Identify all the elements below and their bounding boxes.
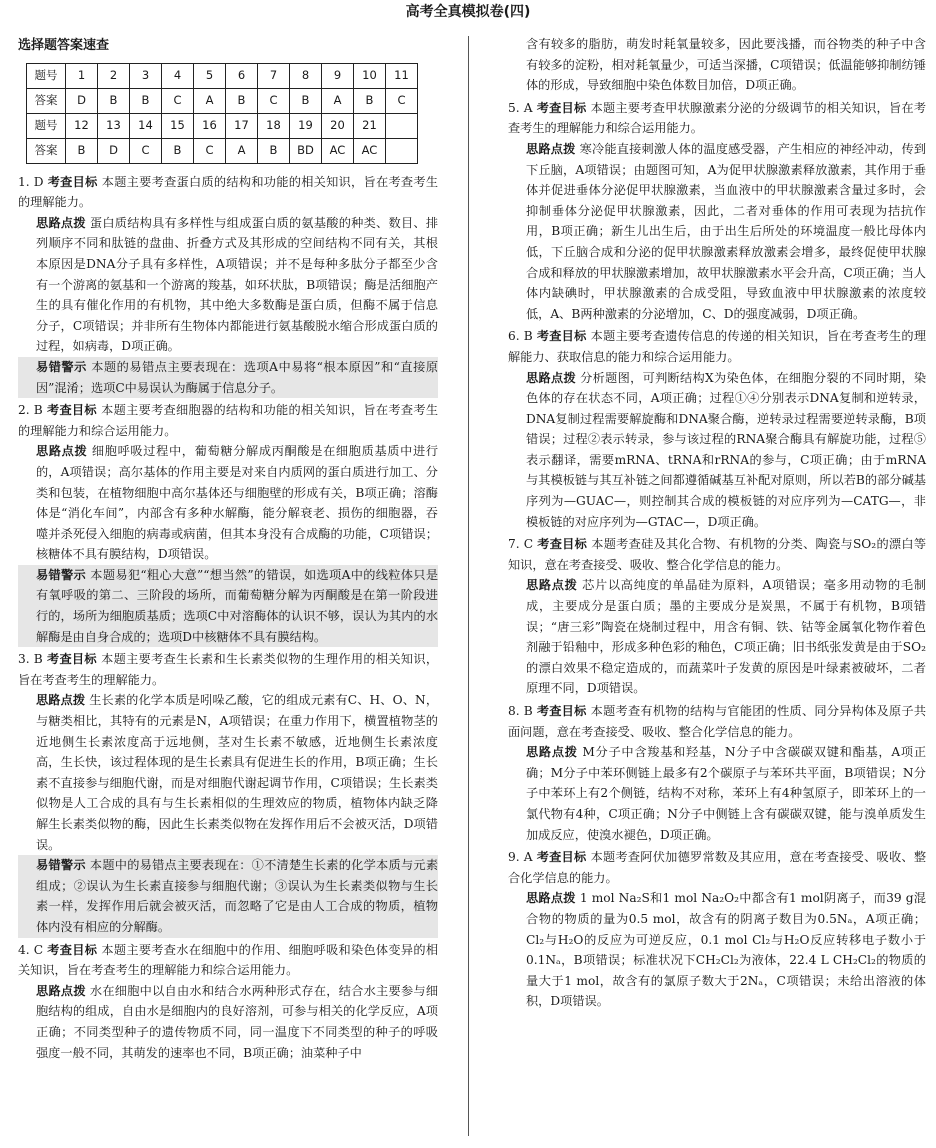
section-label: 思路点拨: [526, 141, 576, 156]
paragraph-text: 本题主要考查水在细胞中的作用、细胞呼吸和染色体变异的相关知识，旨在考查考生的理解能力和综合运用能力。: [18, 942, 439, 978]
answer-table-cell: B: [66, 138, 98, 163]
question-heading: [18, 400, 438, 441]
section-label: 考查目标: [536, 704, 587, 718]
answer-table-cell: D: [98, 138, 130, 163]
question-heading: [508, 534, 926, 575]
section-label: 思路点拨: [36, 983, 86, 998]
answer-table-number-row: [27, 113, 418, 138]
answer-table-cell: B: [130, 88, 162, 113]
answer-table-cell: AC: [322, 138, 354, 163]
paragraph-text: 芯片以高纯度的单晶硅为原料，A项错误；毫多用动物的毛制成，主要成分是蛋白质；墨的主要成分是炭黑，不属于有机物，B项错误；“唐三彩”陶瓷在烧制过程中，用含有铜、铁、钴等金属氧化物作着色剂融于铅釉中，形成多种色彩的釉色，C项正确；旧书纸张发黄是由于SO₂的漂白效果不稳定造成的，而蔬菜叶子发黄的原因是叶绿素被破坏，二者原理不同，D项错误。: [526, 578, 927, 696]
paragraph-text: 本题考查硅及其化合物、有机物的分类、陶瓷与SO₂的漂白等知识，意在考查接受、吸收、整合化学信息的能力。: [508, 537, 927, 572]
left-column-body: [18, 172, 438, 1064]
answer-table-cell: 9: [322, 63, 354, 88]
answer-table-cell: 2: [98, 63, 130, 88]
paragraph-text: 本题考查有机物的结构与官能团的性质、同分异构体及原子共面问题，意在考查接受、吸收、整合化学信息的能力。: [508, 704, 927, 739]
paragraph-text: 细胞呼吸过程中，葡萄糖分解成丙酮酸是在细胞质基质中进行的，A项错误；高尔基体的作用主要是对来自内质网的蛋白质进行加工、分类和包装，在植物细胞中高尔基体还与细胞壁的形成有关，B项正确；溶酶体是“消化车间”，内部含有多种水解酶，能分解衰老、损伤的细胞器，吞噬并杀死侵入细胞的病毒或病菌，但其本身没有合成酶的功能，C项错误；核糖体不具有膜结构，D项错误。: [36, 444, 439, 562]
answer-table-cell: AC: [354, 138, 386, 163]
answer-table-cell: 1: [66, 63, 98, 88]
answer-table-cell: BD: [290, 138, 322, 163]
column-divider: [468, 36, 469, 1136]
answer-table-cell: [386, 113, 418, 138]
paragraph-text: 本题主要考查细胞器的结构和功能的相关知识，旨在考查考生的理解能力和综合运用能力。: [18, 403, 439, 438]
explanation-paragraph: [508, 742, 926, 845]
question-number: 1. D: [18, 174, 44, 189]
explanation-paragraph: [18, 441, 438, 565]
answer-table-cell: 5: [194, 63, 226, 88]
paragraph-text: 本题主要考查遗传信息的传递的相关知识，旨在考查考生的理解能力、获取信息的能力和综合运用能力。: [508, 329, 927, 364]
answer-table-title: 选择题答案速查: [18, 38, 110, 53]
right-column-body: [508, 34, 926, 1012]
answer-table-cell: 10: [354, 63, 386, 88]
page-title: 高考全真模拟卷(四): [405, 4, 531, 20]
answer-table-cell: C: [162, 88, 194, 113]
question-heading: [508, 847, 926, 888]
question-number: 5. A: [508, 100, 533, 115]
answer-table-cell: 17: [226, 113, 258, 138]
question-heading: [508, 98, 926, 139]
answer-table-header-cell: 答案: [27, 138, 66, 163]
answer-table: [26, 63, 418, 164]
answer-table-cell: B: [290, 88, 322, 113]
section-label: 考查目标: [47, 942, 98, 957]
answer-table-cell: 16: [194, 113, 226, 138]
question-number: 3. B: [18, 652, 43, 667]
answer-table-cell: 6: [226, 63, 258, 88]
answer-table-cell: 3: [130, 63, 162, 88]
explanation-paragraph: [508, 575, 926, 699]
section-label: 易错警示: [36, 359, 87, 374]
paragraph-text: 蛋白质结构具有多样性与组成蛋白质的氨基酸的种类、数目、排列顺序不同和肽链的盘曲、折叠方式及其形成的空间结构不同有关，其根本原因是DNA分子具有多样性，A项错误；并不是每种多肽分子都至少含有一个游离的氨基和一个游离的羧基，如环状肽，B项错误；酶是活细胞产生的具有催化作用的有机物，其中绝大多数酶是蛋白质，但酶不属于信息分子，C项错误；并非所有生物体内都能进行氨基酸脱水缩合形成蛋白质的过程，如病毒，D项正确。: [36, 215, 439, 354]
error-warning-box: [18, 565, 438, 647]
section-label: 思路点拨: [36, 215, 86, 230]
question-heading: [508, 326, 926, 367]
question-heading: [18, 940, 438, 981]
question-heading: [18, 172, 438, 213]
error-warning-box: [18, 855, 438, 937]
section-label: 思路点拨: [36, 693, 86, 708]
right-column: [508, 34, 926, 1012]
answer-table-cell: A: [226, 138, 258, 163]
answer-table-cell: 7: [258, 63, 290, 88]
answer-table-cell: 8: [290, 63, 322, 88]
answer-table-cell: B: [354, 88, 386, 113]
explanation-paragraph: [508, 888, 926, 1012]
question-number: 2. B: [18, 403, 43, 418]
section-label: 思路点拨: [526, 745, 578, 760]
answer-table-header-cell: 题号: [27, 63, 66, 88]
question-number: 7. C: [508, 537, 534, 552]
question-heading: [508, 701, 926, 742]
answer-table-header-cell: 题号: [27, 113, 66, 138]
answer-table-cell: B: [258, 138, 290, 163]
answer-table-answer-row: [27, 88, 418, 113]
question-number: 9. A: [508, 850, 533, 865]
paragraph-text: 本题主要考查蛋白质的结构和功能的相关知识，旨在考查考生的理解能力。: [18, 174, 439, 210]
section-label: 考查目标: [46, 403, 97, 418]
answer-table-cell: A: [322, 88, 354, 113]
explanation-paragraph: [18, 213, 438, 357]
answer-table-cell: D: [66, 88, 98, 113]
answer-table-cell: 15: [162, 113, 194, 138]
paragraph-text: 本题易犯“粗心大意”“想当然”的错误，如选项A中的线粒体只是有氧呼吸的第二、三阶段的场所，而葡萄糖分解为丙酮酸是在第一阶段进行的，场所为细胞质基质；选项C中对溶酶体的认识不够，误认为其内的水解酶是由自身合成的；选项D中核糖体不具有膜结构。: [36, 567, 439, 644]
section-label: 思路点拨: [36, 444, 88, 459]
answer-table-cell: 18: [258, 113, 290, 138]
answer-table-cell: B: [162, 138, 194, 163]
explanation-paragraph: [18, 981, 438, 1063]
answer-table-cell: 21: [354, 113, 386, 138]
paragraph-text: 水在细胞中以自由水和结合水两种形式存在，结合水主要参与细胞结构的组成，自由水是细胞内的良好溶剂，可参与相关的化学反应，A项正确；不同类型种子的遗传物质不同，同一温度下不同类型的种子的呼吸强度一般不同，其萌发的速率也不同，B项正确；油菜种子中: [36, 983, 439, 1060]
explanation-paragraph: [18, 690, 438, 855]
answer-table-cell: B: [98, 88, 130, 113]
section-label: 思路点拨: [526, 891, 576, 906]
paragraph-text: 本题主要考查生长素和生长素类似物的生理作用的相关知识，旨在考查考生的理解能力。: [18, 652, 439, 687]
explanation-paragraph: [508, 139, 926, 324]
answer-table-cell: 12: [66, 113, 98, 138]
paragraph-text: 1 mol Na₂S和1 mol Na₂O₂中都含有1 mol阴离子，而39 g混合物的物质的量为0.5 mol，故含有的阴离子数目为0.5Nₐ，A项正确；Cl₂与H₂O的反应为可逆反应，0.1 mol Cl₂与H₂O反应转移电子数小于0.1Nₐ，B项错误；标准状况下CH₂Cl₂为液体，22.4 L CH₂Cl₂的物质的量大于1 mol，故含有的氯原子数大于2Nₐ，C项错误；未给出溶液的体积，D项错误。: [526, 891, 926, 1009]
answer-table-cell: [386, 138, 418, 163]
answer-table-cell: C: [258, 88, 290, 113]
paragraph-text: 含有较多的脂肪，萌发时耗氧量较多，因此要浅播，而谷物类的种子中含有较多的淀粉，相对耗氧量少，可适当深播，C项错误；低温能够抑制纺锤体的形成，导致细胞中染色体数目加倍，D项正确。: [526, 37, 926, 93]
answer-table-cell: 13: [98, 113, 130, 138]
section-label: 思路点拨: [526, 370, 576, 385]
answer-table-cell: A: [194, 88, 226, 113]
answer-table-cell: C: [130, 138, 162, 163]
section-label: 考查目标: [536, 329, 587, 344]
section-label: 考查目标: [537, 537, 588, 552]
question-number: 8. B: [508, 704, 533, 718]
answer-table-number-row: [27, 63, 418, 88]
section-label: 考查目标: [47, 174, 98, 189]
paragraph-text: 分析题图，可判断结构X为染色体，在细胞分裂的不同时期，染色体的存在状态不同，A项正确；过程①④分别表示DNA复制和逆转录，DNA复制过程需要解旋酶和DNA聚合酶，逆转录过程需要逆转录酶，B项错误；过程②表示转录，参与该过程的RNA聚合酶具有解旋功能，过程⑤表示翻译，需要mRNA、tRNA和rRNA的参与，C项正确；由于mRNA与其模板链与其互补链之间都遵循碱基互补配对原则，所以若B的部分碱基序列为—GUAC—，则控制其合成的模板链的对应序列为—CATG—，非模板链的对应序列为—GTAC—，D项正确。: [526, 370, 927, 529]
answer-table-cell: C: [386, 88, 418, 113]
paragraph-text: 本题中的易错点主要表现在：①不清楚生长素的化学本质与元素组成；②误认为生长素直接参与细胞代谢；③误认为生长素类似物与生长素一样，发挥作用后就会被灭活，而忽略了它是由人工合成的物质，植物体内没有相应的分解酶。: [36, 858, 439, 934]
paragraph-text: 本题主要考查甲状腺激素分泌的分级调节的相关知识，旨在考查考生的理解能力和综合运用能力。: [508, 100, 927, 136]
answer-table-cell: B: [226, 88, 258, 113]
question-number: 6. B: [508, 329, 533, 344]
left-column: [18, 36, 438, 1063]
answer-table-cell: C: [194, 138, 226, 163]
paragraph-text: 生长素的化学本质是吲哚乙酸，它的组成元素有C、H、O、N，与糖类相比，其特有的元素是N，A项错误；在重力作用下，横置植物茎的近地侧生长素浓度高于远地侧，茎对生长素不敏感，近地侧生长素浓度高，生长快，该过程体现的是生长素具有促进生长的作用，B项正确；生长素不直接参与细胞代谢，而是对细胞代谢起调节作用，C项错误；生长素类似物是人工合成的具有与生长素相似的生理效应的物质，植物体内缺乏降解生长素类似物的酶，因此生长素类似物在发挥作用后不会被灭活，D项错误。: [36, 693, 439, 852]
section-label: 考查目标: [536, 100, 587, 115]
explanation-paragraph: [508, 368, 926, 533]
question-number: 4. C: [18, 942, 44, 957]
error-warning-box: [18, 357, 438, 398]
section-label: 思路点拨: [526, 578, 578, 593]
answer-table-cell: 19: [290, 113, 322, 138]
question-heading: [18, 649, 438, 690]
section-label: 易错警示: [36, 567, 87, 582]
answer-table-header-cell: 答案: [27, 88, 66, 113]
section-label: 考查目标: [536, 850, 587, 865]
answer-table-cell: 11: [386, 63, 418, 88]
section-label: 易错警示: [36, 858, 86, 873]
explanation-paragraph: [508, 34, 926, 96]
paragraph-text: 本题的易错点主要表现在：选项A中易将“根本原因”和“直接原因”混淆；选项C中易误认为酶属于信息分子。: [36, 359, 439, 395]
paragraph-text: 本题考查阿伏加德罗常数及其应用，意在考查接受、吸收、整合化学信息的能力。: [508, 850, 927, 885]
paragraph-text: M分子中含羧基和羟基，N分子中含碳碳双键和酯基，A项正确；M分子中苯环侧链上最多有2个碳原子与苯环共平面，B项错误；N分子中苯环上有2个侧链，结构不对称，苯环上有4种氢原子，即苯环上的一氯代物有4种，C项正确；N分子中侧链上含有碳碳双键，能与溴单质发生加成反应，使溴水褪色，D项正确。: [526, 745, 927, 842]
paragraph-text: 寒冷能直接刺激人体的温度感受器，产生相应的神经冲动，传到下丘脑，A项错误；由题图可知，A为促甲状腺激素释放激素，其作用于垂体并促进垂体分泌促甲状腺激素，当血液中的甲状腺激素含量过多时，会抑制垂体分泌促甲状腺激素，因此，二者对垂体的作用可表现为拮抗作用，B项正确；新生儿出生后，由于出生后所处的环境温度一般比母体内低，下丘脑合成和分泌的促甲状腺激素释放激素会增多，最终促使甲状腺合成和释放的甲状腺激素增加，故甲状腺激素水平会升高，C项正确；当人体内缺碘时，甲状腺激素的合成受阻，导致血液中甲状腺激素的浓度较低，A、B两种激素的分泌增加，C、D的强度减弱，D项正确。: [526, 141, 927, 321]
answer-table-answer-row: [27, 138, 418, 163]
answer-table-cell: 20: [322, 113, 354, 138]
answer-table-cell: 14: [130, 113, 162, 138]
section-label: 考查目标: [46, 652, 97, 667]
answer-table-cell: 4: [162, 63, 194, 88]
